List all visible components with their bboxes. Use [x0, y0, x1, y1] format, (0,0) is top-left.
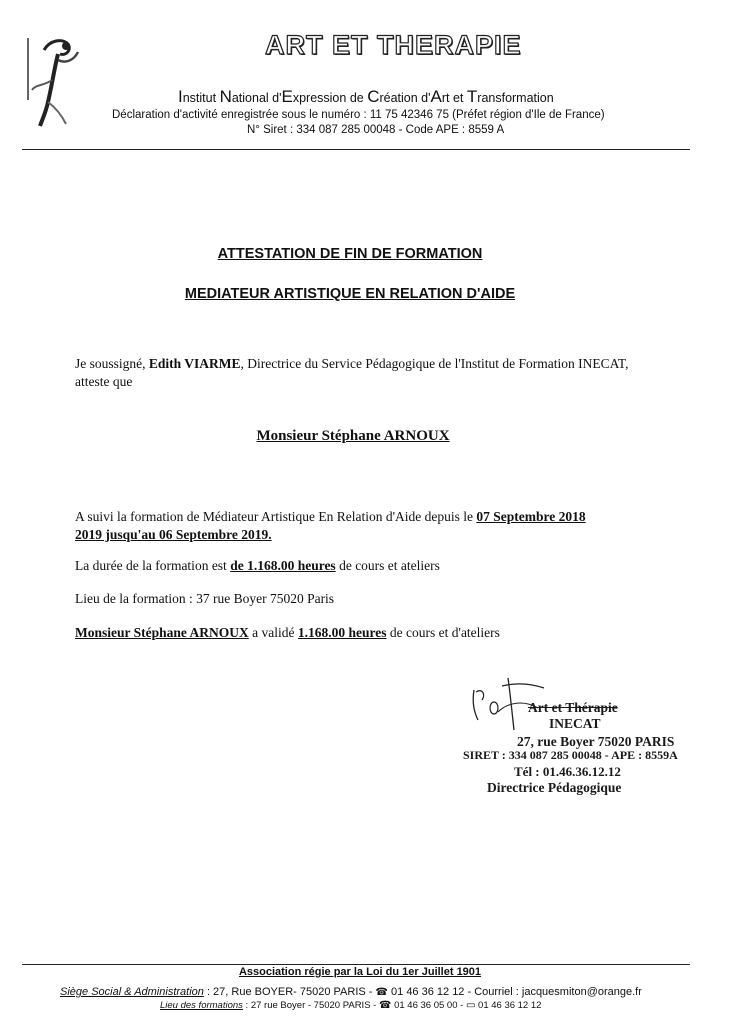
training-period-line1: A suivi la formation de Médiateur Artistique En Relation d'Aide depuis le 07 Septembre 2018 — [75, 509, 586, 524]
phone-icon: ☎ — [378, 1000, 392, 1011]
brand-logo-title: ART ET THERAPIE — [265, 30, 522, 60]
siret-code: N° Siret : 334 087 285 00048 - Code APE : 8559 A — [247, 124, 505, 136]
trainee-name: Monsieur Stéphane ARNOUX — [256, 428, 450, 444]
header-divider — [22, 149, 690, 150]
head-office-line: Siège Social & Administration : 27, Rue BOYER- 75020 PARIS - ☎ 01 46 36 12 12 - Courriel : jacquesmiton@orange.fr — [60, 986, 642, 998]
training-venue-line: Lieu des formations : 27 rue Boyer - 75020 PARIS - ☎ 01 46 36 05 00 - ▭ 01 46 36 12 12 — [160, 1000, 542, 1011]
stamp-phone: Tél : 01.46.36.12.12 — [514, 764, 621, 779]
stamp-inecat: INECAT — [549, 716, 601, 731]
training-location: Lieu de la formation : 37 rue Boyer 75020 Paris — [75, 591, 335, 606]
training-period-line2: 2019 jusqu'au 06 Septembre 2019. — [75, 527, 272, 542]
activity-declaration: Déclaration d'activité enregistrée sous le numéro : 11 75 42346 75 (Préfet région d'Ile de France) — [112, 109, 605, 121]
phone-icon: ☎ — [375, 987, 388, 998]
signatory-name: Edith VIARME — [148, 356, 241, 371]
document-subtitle: MEDIATEUR ARTISTIQUE EN RELATION D'AIDE — [184, 286, 516, 302]
stamp-role: Directrice Pédagogique — [487, 780, 622, 795]
document-title: ATTESTATION DE FIN DE FORMATION — [217, 246, 483, 262]
stamp-siret: SIRET : 334 087 285 00048 - APE : 8559A — [463, 748, 678, 762]
stamp-org-name: Art et Thérapie — [528, 700, 618, 715]
stamp-address: 27, rue Boyer 75020 PARIS — [517, 734, 675, 749]
validation-statement: Monsieur Stéphane ARNOUX a validé 1.168.00 heures de cours et d'ateliers — [75, 625, 500, 640]
association-notice: Association régie par la Loi du 1er Juillet 1901 — [238, 966, 482, 978]
institute-name: Institut National d'Expression de Création d'Art et Transformation — [178, 87, 554, 106]
fax-icon: ▭ — [465, 1000, 476, 1011]
training-duration: La durée de la formation est de 1.168.00 heures de cours et ateliers — [75, 558, 440, 573]
intro-paragraph: Je soussigné, Edith VIARME, Directrice du Service Pédagogique de l'Institut de Formation INECAT, atteste que — [75, 356, 629, 389]
footer-divider — [22, 964, 690, 965]
logo-figure-icon — [22, 30, 84, 130]
